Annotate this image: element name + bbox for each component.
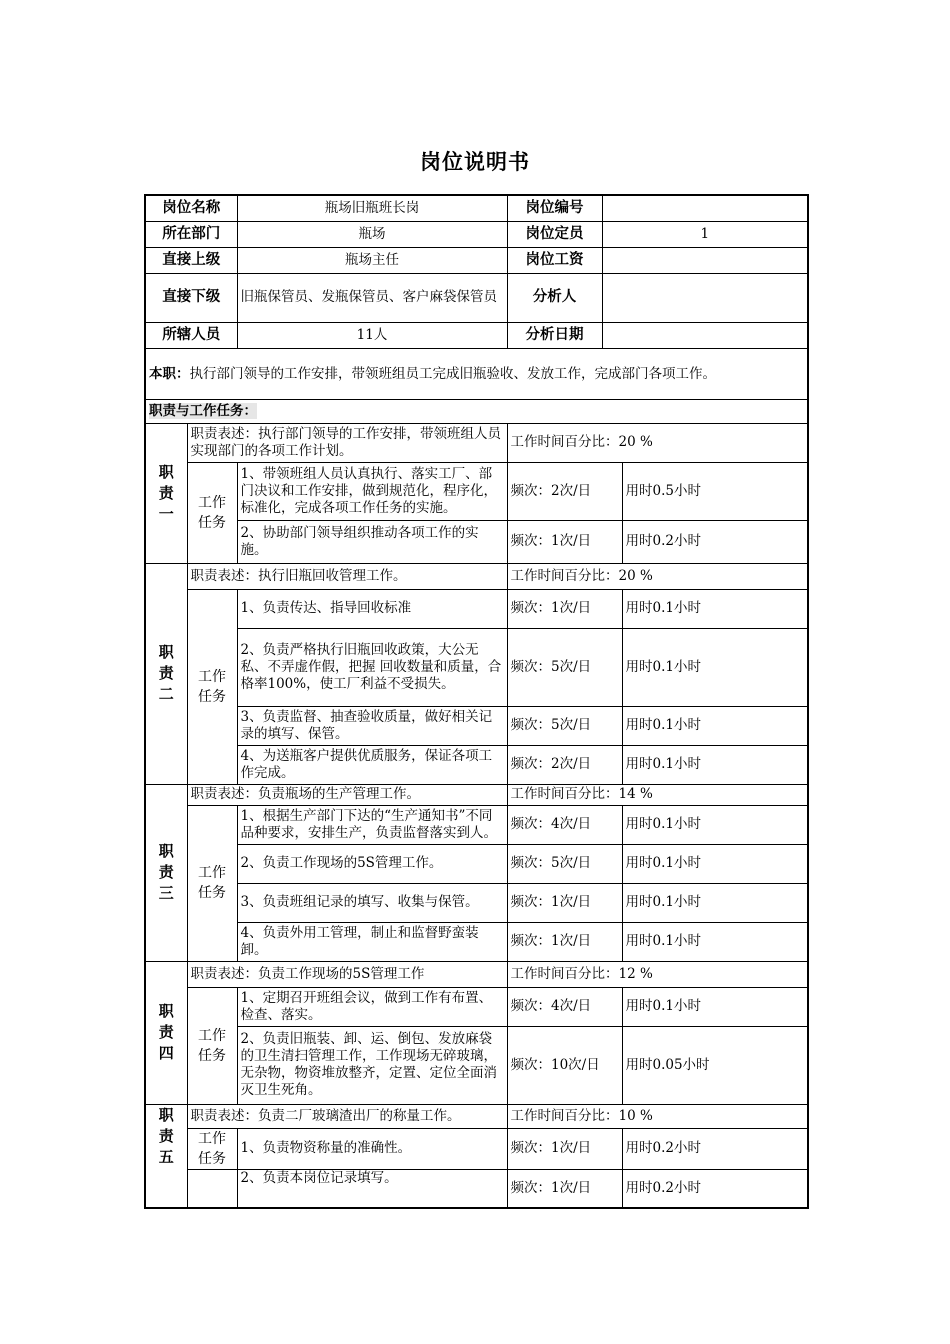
task-text: 4、负责外用工管理，制止和监督野蛮装卸。 bbox=[237, 922, 507, 961]
task-duration: 用时0.1小时 bbox=[622, 805, 808, 844]
task-frequency: 频次：4次/日 bbox=[507, 987, 622, 1026]
superior-label: 直接上级 bbox=[145, 247, 237, 273]
task-duration: 用时0.1小时 bbox=[622, 745, 808, 784]
duty-time-pct: 工作时间百分比：14 % bbox=[507, 784, 808, 805]
staff-label: 所辖人员 bbox=[145, 322, 237, 348]
task-frequency: 频次：1次/日 bbox=[507, 1128, 622, 1169]
task-frequency: 频次：1次/日 bbox=[507, 520, 622, 563]
task-frequency: 频次：5次/日 bbox=[507, 706, 622, 745]
duty-time-pct: 工作时间百分比：10 % bbox=[507, 1104, 808, 1128]
date-label: 分析日期 bbox=[507, 322, 602, 348]
job-description-table bbox=[144, 194, 809, 1209]
duty-4-label: 职 责 四 bbox=[145, 961, 187, 1104]
post-no-value bbox=[602, 195, 808, 221]
superior-value: 瓶场主任 bbox=[237, 247, 507, 273]
summary-label: 本职： bbox=[149, 365, 190, 382]
task-frequency: 频次：1次/日 bbox=[507, 589, 622, 628]
duty-desc: 职责表述：负责瓶场的生产管理工作。 bbox=[187, 784, 507, 805]
task-text: 1、带领班组人员认真执行、落实工厂、部门决议和工作安排，做到规范化，程序化，标准化，完成各项工作任务的实施。 bbox=[237, 462, 507, 520]
task-duration: 用时0.5小时 bbox=[622, 462, 808, 520]
task-text: 2、负责严格执行旧瓶回收政策，大公无私、不弄虚作假，把握 回收数量和质量，合格率100%，使工厂利益不受损失。 bbox=[237, 628, 507, 706]
duty-time-pct: 工作时间百分比：12 % bbox=[507, 961, 808, 987]
salary-label: 岗位工资 bbox=[507, 247, 602, 273]
task-frequency: 频次：1次/日 bbox=[507, 922, 622, 961]
duty-5-label: 职 责 五 bbox=[145, 1104, 187, 1208]
dept-value: 瓶场 bbox=[237, 221, 507, 247]
duty-desc: 职责表述：执行部门领导的工作安排，带领班组人员实现部门的各项工作计划。 bbox=[187, 423, 507, 462]
headcount-value: 1 bbox=[602, 221, 808, 247]
staff-value: 11人 bbox=[237, 322, 507, 348]
task-text: 2、负责旧瓶装、卸、运、倒包、发放麻袋的卫生清扫管理工作，工作现场无碎玻璃，无杂物，物资堆放整齐，定置、定位全面消灭卫生死角。 bbox=[237, 1026, 507, 1104]
duties-header bbox=[145, 399, 808, 423]
task-label: 工作 任务 bbox=[187, 805, 237, 961]
task-text: 2、协助部门领导组织推动各项工作的实施。 bbox=[237, 520, 507, 563]
headcount-label: 岗位定员 bbox=[507, 221, 602, 247]
summary-text: 执行部门领导的工作安排，带领班组员工完成旧瓶验收、发放工作，完成部门各项工作。 bbox=[189, 365, 716, 382]
task-text: 4、为送瓶客户提供优质服务，保证各项工作完成。 bbox=[237, 745, 507, 784]
task-text: 2、负责工作现场的5S管理工作。 bbox=[237, 844, 507, 883]
duty-3-label: 职 责 三 bbox=[145, 784, 187, 961]
job-summary bbox=[145, 348, 808, 399]
task-duration: 用时0.1小时 bbox=[622, 987, 808, 1026]
duty-desc: 职责表述：负责二厂玻璃渣出厂的称量工作。 bbox=[187, 1104, 507, 1128]
task-text: 1、定期召开班组会议，做到工作有布置、检查、落实。 bbox=[237, 987, 507, 1026]
subordinate-label: 直接下级 bbox=[145, 273, 237, 322]
task-frequency: 频次：10次/日 bbox=[507, 1026, 622, 1104]
date-value bbox=[602, 322, 808, 348]
duty-1-label: 职 责 一 bbox=[145, 423, 187, 563]
task-text: 1、负责传达、指导回收标准 bbox=[237, 589, 507, 628]
task-frequency: 频次：2次/日 bbox=[507, 745, 622, 784]
task-duration: 用时0.2小时 bbox=[622, 1169, 808, 1208]
task-duration: 用时0.2小时 bbox=[622, 520, 808, 563]
dept-label: 所在部门 bbox=[145, 221, 237, 247]
task-frequency: 频次：5次/日 bbox=[507, 628, 622, 706]
task-text: 1、根据生产部门下达的“生产通知书”不同品种要求，安排生产，负责监督落实到人。 bbox=[237, 805, 507, 844]
duty-time-pct: 工作时间百分比：20 % bbox=[507, 563, 808, 589]
task-frequency: 频次：5次/日 bbox=[507, 844, 622, 883]
salary-value bbox=[602, 247, 808, 273]
task-frequency: 频次：2次/日 bbox=[507, 462, 622, 520]
task-frequency: 频次：1次/日 bbox=[507, 883, 622, 922]
post-no-label: 岗位编号 bbox=[507, 195, 602, 221]
task-duration: 用时0.2小时 bbox=[622, 1128, 808, 1169]
task-label: 工作 任务 bbox=[187, 462, 237, 563]
task-text: 2、负责本岗位记录填写。 bbox=[237, 1169, 507, 1208]
duty-2-label: 职 责 二 bbox=[145, 563, 187, 784]
duties-header-text: 职责与工作任务： bbox=[149, 402, 257, 419]
task-duration: 用时0.05小时 bbox=[622, 1026, 808, 1104]
task-text: 3、负责监督、抽查验收质量，做好相关记录的填写、保管。 bbox=[237, 706, 507, 745]
task-label: 工作 任务 bbox=[187, 1128, 237, 1169]
post-name-value: 瓶场旧瓶班长岗 bbox=[237, 195, 507, 221]
page-title: 岗位说明书 bbox=[420, 150, 530, 174]
task-frequency: 频次：1次/日 bbox=[507, 1169, 622, 1208]
task-label-blank bbox=[187, 1169, 237, 1208]
task-text: 3、负责班组记录的填写、收集与保管。 bbox=[237, 883, 507, 922]
task-label: 工作 任务 bbox=[187, 589, 237, 784]
duty-time-pct: 工作时间百分比：20 % bbox=[507, 423, 808, 462]
task-duration: 用时0.1小时 bbox=[622, 844, 808, 883]
task-duration: 用时0.1小时 bbox=[622, 706, 808, 745]
duty-desc: 职责表述：执行旧瓶回收管理工作。 bbox=[187, 563, 507, 589]
task-duration: 用时0.1小时 bbox=[622, 589, 808, 628]
task-duration: 用时0.1小时 bbox=[622, 922, 808, 961]
post-name-label: 岗位名称 bbox=[145, 195, 237, 221]
task-duration: 用时0.1小时 bbox=[622, 628, 808, 706]
task-duration: 用时0.1小时 bbox=[622, 883, 808, 922]
task-text: 1、负责物资称量的准确性。 bbox=[237, 1128, 507, 1169]
subordinate-value: 旧瓶保管员、发瓶保管员、客户麻袋保管员 bbox=[237, 273, 507, 322]
analyst-value bbox=[602, 273, 808, 322]
task-frequency: 频次：4次/日 bbox=[507, 805, 622, 844]
analyst-label: 分析人 bbox=[507, 273, 602, 322]
task-label: 工作 任务 bbox=[187, 987, 237, 1104]
duty-desc: 职责表述：负责工作现场的5S管理工作 bbox=[187, 961, 507, 987]
